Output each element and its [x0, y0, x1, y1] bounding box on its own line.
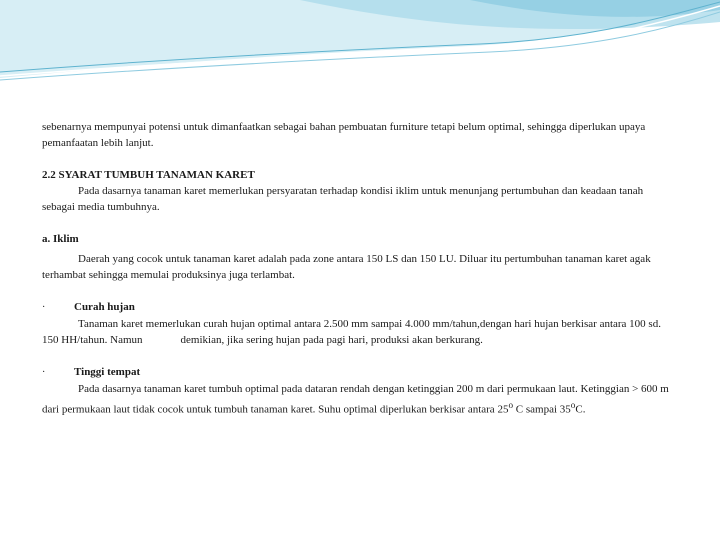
tinggi-tempat-title: Tinggi tempat	[74, 366, 141, 378]
section-body: Pada dasarnya tanaman karet memerlukan persyaratan terhadap kondisi iklim untuk menunjang pertumbuhan dan keadaan tanah sebagai media tumbuhnya.	[42, 185, 644, 213]
tinggi-tempat-body	[42, 381, 678, 418]
iklim-heading: a. Iklim	[42, 233, 79, 245]
curah-hujan-title: Curah hujan	[74, 301, 135, 313]
iklim-body: Daerah yang cocok untuk tanaman karet adalah pada zone antara 150 LS dan 150 LU. Diluar itu pertumbuhan tanaman karet agak terhambat sehingga memulai produksinya juga terlambat.	[42, 253, 651, 281]
tinggi-tempat-text-1: Pada dasarnya tanaman karet tumbuh optimal pada dataran rendah dengan ketinggian 200 m dari permukaan laut. Ketinggian > 600 m dari permukaan laut tidak cocok untuk tumbuh tanaman karet. Suhu optimal diperlukan berkisar antara 25	[42, 383, 669, 416]
header-wave-decoration	[0, 0, 720, 90]
degree-mark: o	[570, 400, 576, 410]
degree-mark: o	[508, 400, 514, 410]
document-body	[42, 119, 678, 418]
curah-hujan-heading	[42, 299, 678, 316]
tinggi-tempat-heading	[42, 364, 678, 381]
curah-hujan-text-1: Tanaman karet memerlukan curah hujan optimal antara 2.500 mm sampai 4.000 mm/tahun,dengan hari hujan berkisar antara 100 sd. 150 HH/tahun. Namun	[42, 318, 661, 346]
tinggi-tempat-text-3: C.	[575, 403, 586, 416]
curah-hujan-text-2: demikian, jika sering hujan pada pagi hari, produksi akan berkurang.	[180, 334, 483, 346]
section-heading: 2.2 SYARAT TUMBUH TANAMAN KARET	[42, 169, 255, 181]
curah-hujan-body	[42, 316, 678, 348]
intro-paragraph: sebenarnya mempunyai potensi untuk dimanfaatkan sebagai bahan pembuatan furniture tetapi belum optimal, sehingga diperlukan upaya pemanfaatan lebih lanjut.	[42, 121, 646, 149]
bullet-icon: ·	[42, 302, 46, 313]
tinggi-tempat-text-2: C sampai 35	[513, 403, 571, 416]
bullet-icon: ·	[42, 367, 46, 378]
